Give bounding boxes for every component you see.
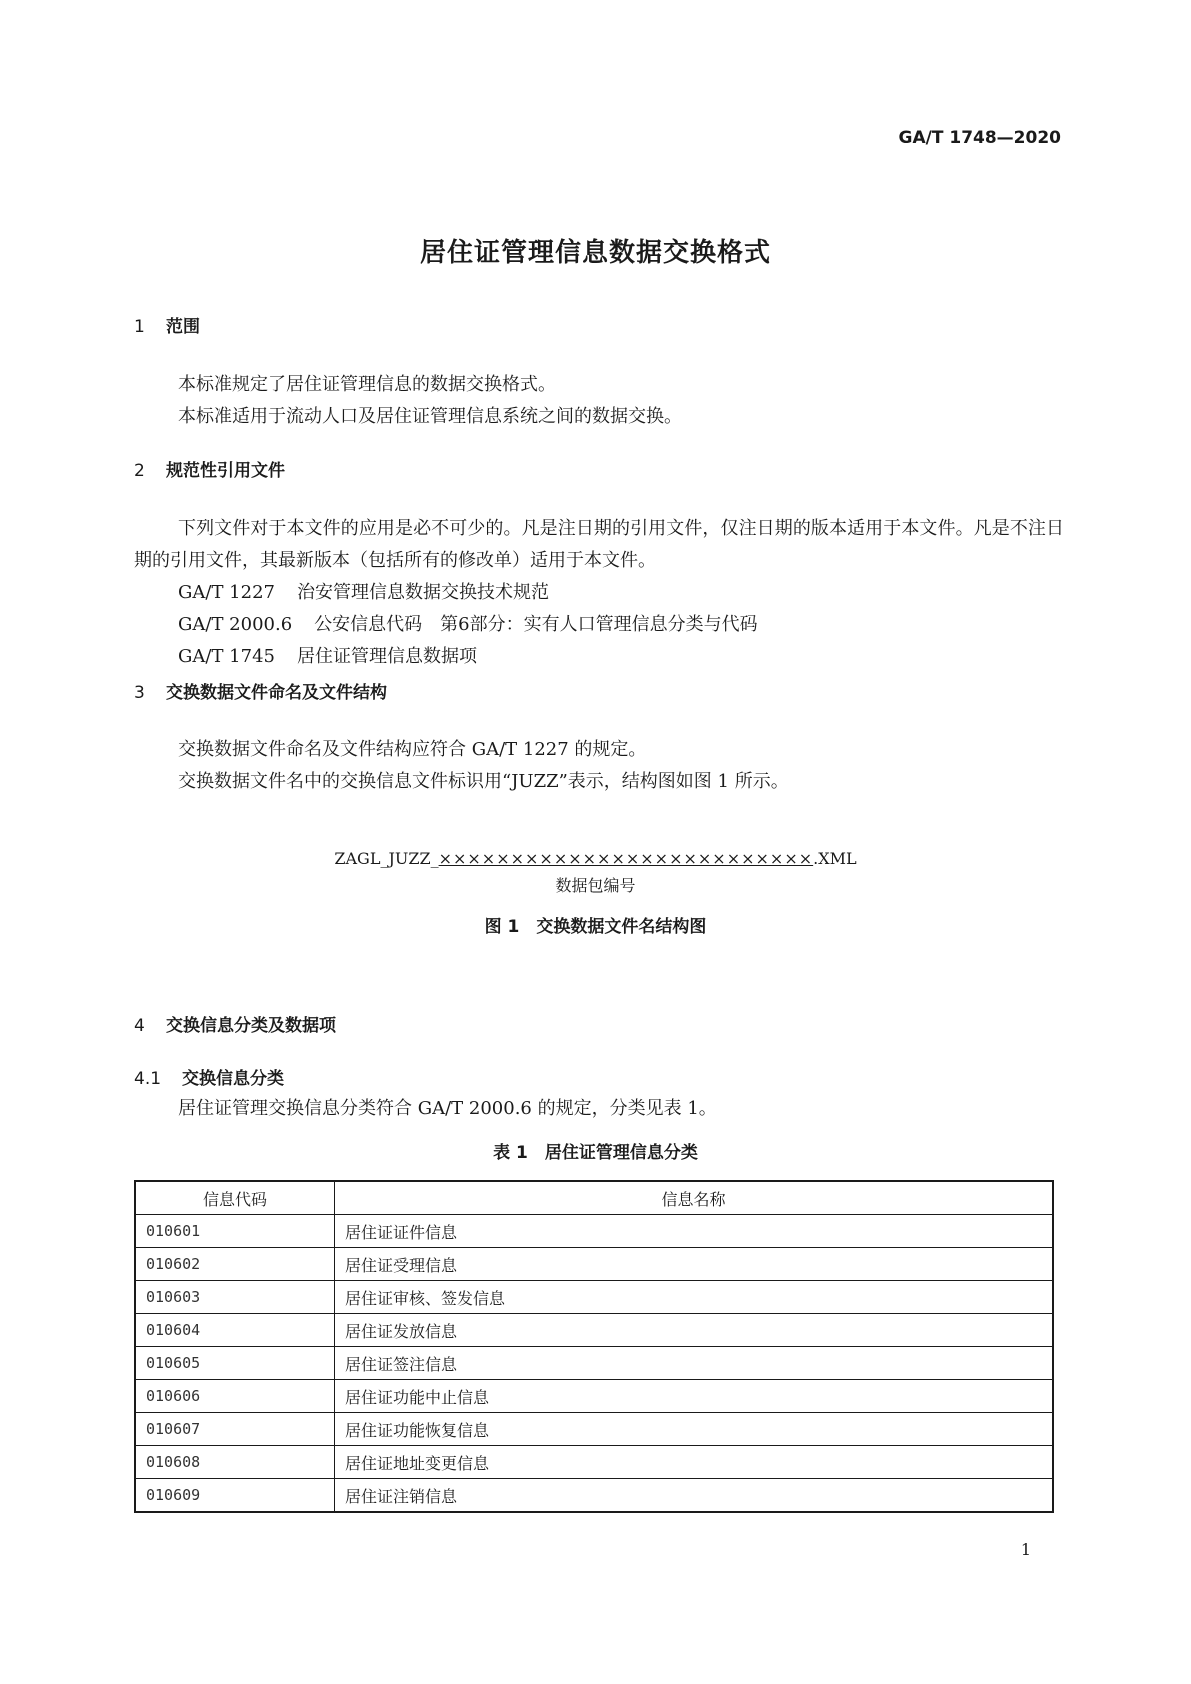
info-name-cell: 居住证发放信息 [335, 1314, 1054, 1347]
section-2-heading [134, 456, 285, 481]
filename-structure [0, 849, 1191, 868]
standard-code: GA/T 1748—2020 [898, 128, 1061, 148]
table-caption: 表 1 居住证管理信息分类 [493, 1143, 698, 1163]
info-name-cell: 居住证签注信息 [335, 1347, 1054, 1380]
section-4-1-number: 4.1 [134, 1069, 162, 1089]
paragraph: 本标准适用于流动人口及居住证管理信息系统之间的数据交换。 [178, 406, 682, 427]
filename-placeholder: ×××××××××××××××××××××××××× [438, 849, 814, 868]
filename-suffix: .XML [813, 849, 857, 868]
section-4-title: 交换信息分类及数据项 [166, 1016, 336, 1036]
table-row [135, 1281, 1053, 1314]
reference-code: GA/T 1745 [178, 646, 275, 667]
section-1-title: 范围 [166, 317, 200, 337]
info-code-cell: 010608 [135, 1446, 335, 1479]
paragraph: 交换数据文件名中的交换信息文件标识用“JUZZ”表示，结构图如图 1 所示。 [178, 771, 789, 792]
section-4-1-title: 交换信息分类 [182, 1069, 284, 1089]
column-header-code: 信息代码 [135, 1181, 335, 1215]
section-3-title: 交换数据文件命名及文件结构 [166, 683, 387, 703]
paragraph: 本标准规定了居住证管理信息的数据交换格式。 [178, 374, 556, 395]
reference-code: GA/T 2000.6 [178, 614, 293, 635]
table-row [135, 1380, 1053, 1413]
section-4-1-heading [134, 1064, 284, 1089]
info-code-cell: 010605 [135, 1347, 335, 1380]
reference-title: 治安管理信息数据交换技术规范 [296, 582, 549, 603]
info-code-cell: 010603 [135, 1281, 335, 1314]
section-1-heading [134, 312, 200, 337]
info-name-cell: 居住证受理信息 [335, 1248, 1054, 1281]
info-code-cell: 010607 [135, 1413, 335, 1446]
info-code-cell: 010609 [135, 1479, 335, 1513]
info-name-cell: 居住证地址变更信息 [335, 1446, 1054, 1479]
paragraph: 交换数据文件命名及文件结构应符合 GA/T 1227 的规定。 [178, 739, 647, 760]
info-code-cell: 010602 [135, 1248, 335, 1281]
reference-item [178, 609, 758, 641]
section-3-heading [134, 678, 387, 703]
info-name-cell: 居住证功能恢复信息 [335, 1413, 1054, 1446]
filename-label: 数据包编号 [555, 876, 636, 895]
paragraph: 居住证管理交换信息分类符合 GA/T 2000.6 的规定，分类见表 1。 [178, 1098, 717, 1119]
filename-prefix: ZAGL_JUZZ_ [334, 849, 439, 868]
reference-item [178, 577, 549, 609]
table-row [135, 1347, 1053, 1380]
section-1-number: 1 [134, 317, 145, 337]
page-number: 1 [1020, 1540, 1031, 1559]
info-code-cell: 010604 [135, 1314, 335, 1347]
paragraph: 下列文件对于本文件的应用是必不可少的。凡是注日期的引用文件，仅注日期的版本适用于本文件。凡是不注日期的引用文件，其最新版本（包括所有的修改单）适用于本文件。 [134, 518, 1064, 571]
table-header-row [135, 1181, 1053, 1215]
info-code-cell: 010606 [135, 1380, 335, 1413]
section-2-number: 2 [134, 461, 145, 481]
section-2-title: 规范性引用文件 [166, 461, 285, 481]
reference-title: 居住证管理信息数据项 [296, 646, 477, 667]
classification-table [134, 1180, 1054, 1513]
reference-item [178, 641, 477, 673]
reference-title: 公安信息代码 第6部分：实有人口管理信息分类与代码 [314, 614, 758, 635]
table-row [135, 1215, 1053, 1248]
table-row [135, 1413, 1053, 1446]
section-4-heading [134, 1011, 336, 1036]
info-name-cell: 居住证功能中止信息 [335, 1380, 1054, 1413]
figure-caption: 图 1 交换数据文件名结构图 [484, 917, 707, 937]
table-row [135, 1314, 1053, 1347]
table-row [135, 1446, 1053, 1479]
section-4-number: 4 [134, 1016, 145, 1036]
document-title: 居住证管理信息数据交换格式 [419, 238, 771, 268]
info-code-cell: 010601 [135, 1215, 335, 1248]
section-3-number: 3 [134, 683, 145, 703]
table-row [135, 1479, 1053, 1513]
info-name-cell: 居住证注销信息 [335, 1479, 1054, 1513]
info-name-cell: 居住证证件信息 [335, 1215, 1054, 1248]
info-name-cell: 居住证审核、签发信息 [335, 1281, 1054, 1314]
column-header-name: 信息名称 [335, 1181, 1054, 1215]
reference-code: GA/T 1227 [178, 582, 275, 603]
table-row [135, 1248, 1053, 1281]
